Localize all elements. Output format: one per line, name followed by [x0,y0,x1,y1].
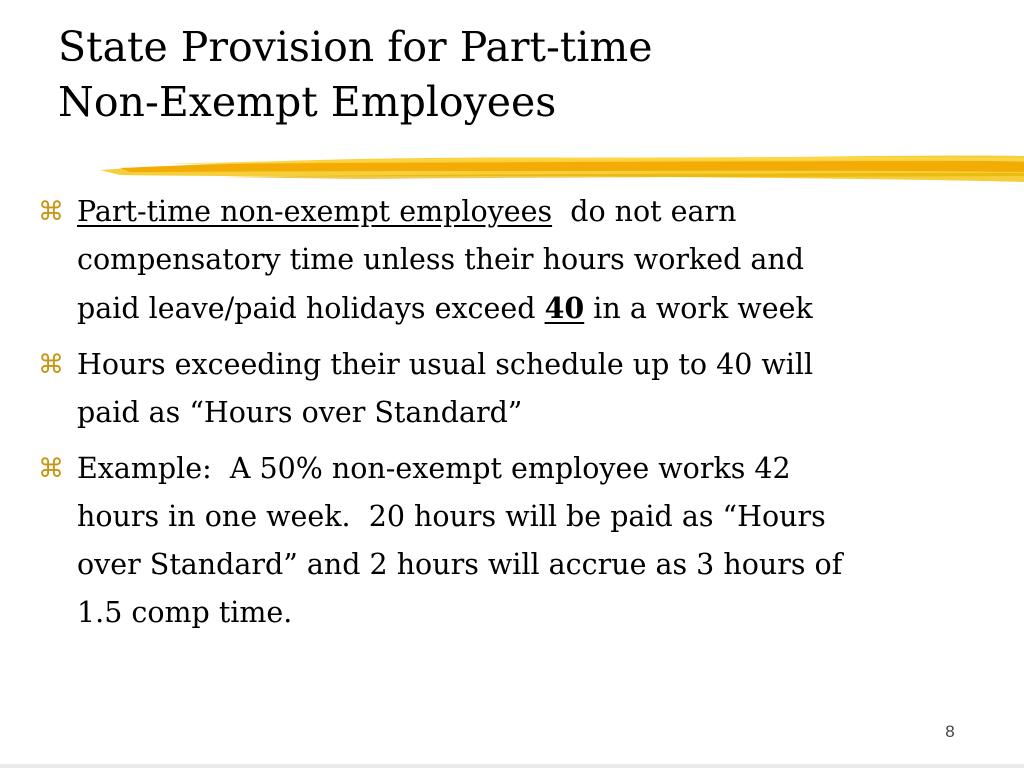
bullet-line [77,284,1008,333]
underlined-term: Part-time non-exempt employees [77,195,553,228]
brush-stroke-divider [100,146,1024,188]
bullet-line: hours in one week. 20 hours will be paid as “Hours [77,500,826,533]
bullet-item [38,445,1008,637]
bullet-list [38,188,1008,645]
bottom-edge-bar [0,764,1024,768]
bullet-line: Example: A 50% non-exempt employee works 42 [77,452,791,485]
title-line-2: Non-Exempt Employees [58,78,557,126]
bullet-marker-icon: ⌘ [38,350,64,380]
bullet-line: compensatory time unless their hours worked and [77,243,805,276]
bullet-line [77,188,1008,236]
bullet-text: in a work week [584,292,813,325]
bullet-line: 1.5 comp time. [77,596,293,629]
bullet-marker-icon: ⌘ [38,197,64,227]
title-line-1: State Provision for Part-time [58,23,653,71]
bullet-line: Hours exceeding their usual schedule up to 40 will [77,348,814,381]
bullet-text: do not earn [552,195,737,228]
bullet-item [38,341,1008,437]
bullet-marker-icon: ⌘ [38,454,64,484]
bullet-line: over Standard” and 2 hours will accrue as 3 hours of [77,548,843,581]
emphasized-number: 40 [544,291,585,325]
slide-title [58,20,998,130]
page-number: 8 [945,722,955,741]
bullet-item [38,188,1008,333]
bullet-text: paid leave/paid holidays exceed [77,292,545,325]
bullet-line: paid as “Hours over Standard” [77,396,523,429]
